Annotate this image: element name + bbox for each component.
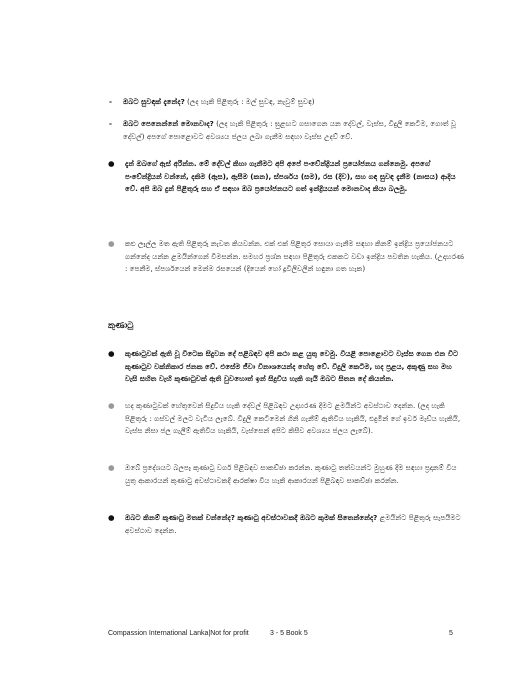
bullet-item-storm-types xyxy=(108,462,465,487)
dash-item-scent xyxy=(109,96,463,109)
bullet-icon: ● xyxy=(108,463,115,472)
question-text: ඔබට සුවඳක් දැනේද? xyxy=(123,97,185,106)
bullet-text: ඔබේ ප්‍රදේශයට බලපෑ කුණාටු වර්ග පිළිබඳව සාකච්ඡා කරන්න. කුණාටු තත්වයන්ට මුහුණ දීම සඳහා ප්‍රදානම් වීය යුතු ආකාරයන් කුණාටු අවස්ථාවකදී ආරක්ෂා විය හැකි ආකාරයන් පිළිබඳව සාකච්ඡා කරන්න. xyxy=(125,463,457,485)
bullet-icon: ● xyxy=(108,239,115,248)
section-heading: කුණාටු xyxy=(108,321,134,331)
dash-marker: - xyxy=(109,97,112,106)
question-text: ඔබට පෙනෙන්නේ මොනවාද? xyxy=(123,119,214,128)
bullet-text: කුණාටුවක් ඇති වූ විටෙක සිදුවන දේ පළිබඳව අපි කථා කළ යුතු වෙමු. වියළි පොළොවට වැස්ස ගෙන එන විට කුණාටුව වක්නිකාර ජනක වේ. එසේම ජීවා විනාශයෙන්ද හේතු වේ. විදුලි කෙටීම, හද ප්‍රළය, අකුණු සහ මහ වැසි සහිත වැහි කුණාටුවක් ඇති වුවහොත් ඉන් සිදුවිය හැකි ගැයි ඔබට සිතන දේ කියන්න. xyxy=(125,349,459,383)
answer-text: (ලද හැකි පිළිතුරු : ඝුළඟට ගසාගෙන යන දේවල්, වැස්ස, විදුලි කෙටීම, ගොත් වූ දේවල්) අපගේ පොළොවට අවශ්‍යය ජලය ලබා ගැනීම සඳහා වැස්ස උදව් වේ. xyxy=(123,119,456,141)
bullet-item-storm-examples xyxy=(108,400,465,438)
dash-marker: - xyxy=(109,119,112,128)
footer-page-number: 5 xyxy=(449,630,453,637)
footer-organization: Compassion International Lanka|Not for profit xyxy=(108,630,249,637)
answer-text: (ලද හැකි පිළිතුරු : මල් සුවඳ, නැවුම් සුවඳ) xyxy=(184,97,315,106)
bullet-item-review-answers xyxy=(108,238,465,276)
bullet-text: දැන් ඔබගේ ඇස් අරින්න. මේ දේවල් කිහා ගැනීමට අපි අපේ පංචේන්ද්‍රියන් ප්‍රයෝජනය ගන්නෙමු. අපගේ පංචේන්ද්‍රියන් වන්නේ, දකිම (ඇස), ඇසීම (කන), ස්පර්ශය (සම), රස (දිව), සහ ගඳ සුවඳ දැනීම (නාසය) ආදිය වේ. අපි ඔබ දුන් පිළිතුරු සහ ඒ සඳහා ඔබ ප්‍රයෝජනයට ගත් ඉන්ද්‍රියයන් මොනවාද කියා බලමු. xyxy=(125,159,456,193)
bullet-icon: ● xyxy=(108,513,115,522)
bullet-item-senses xyxy=(108,158,465,196)
bullet-text: කළු ලෑල්ල මත ඇති පිළිතුරු නැවත කියවන්න. එක් එක් පිළිතුර සොයා ගැනීම සඳහා කිනම් ඉන්ද්‍රිය ප්‍රයෝජනයට ගන්නේද යන්න ළමයින්ගෙන් විමසන්න. සමහර ප්‍රශ්න සඳහා පිළිතුරු එකකට වඩා ඉන්ද්‍රිය පවතින හැකිය. (උදාහරණ : පෙනීම, ස්පර්ශයෙන් මෙන්ම රසයෙන් (දියෙන් හෝ දූවිලිවලින් හඳුනා ගත හැක) xyxy=(125,239,465,273)
bullet-item-storm-discussion xyxy=(108,348,465,386)
bullet-icon: ● xyxy=(108,401,115,410)
bullet-item-storm-memory xyxy=(108,512,465,537)
bullet-icon: ● xyxy=(108,159,115,168)
bullet-text: හද කුණාටුවක් හේතුවෙන් සිදුවිය හැකි දේවල් පිළිබඳව උදාහරණ දීමට ළමයින්ට අවස්ථාව දෙන්න. (ලද හැකි පිළිතුරු : ගස්වල් මලට වැටිය ලැබේ. විදුලි කෙටීමෙන් ගිනි ගැනීම් ඇතිවිය හැකියි, ළුදුමින් ගේ ඉවර් මැඩ්ය හැකියි, වැස්ස නිසා ජල ගැලීම් ඇතිවිය හැකියි, වැස්සෙන් අපිට කිසීව අවශ්‍යය ජලය ලැබේ). xyxy=(125,401,461,435)
dash-item-see xyxy=(109,118,463,143)
footer-book-label: 3 - 5 Book 5 xyxy=(270,630,308,637)
bullet-icon: ● xyxy=(108,349,115,358)
instruction-text: ළමයින්ට පිළිතුරු සැපයීමට අවස්ථාව දෙන්න. xyxy=(125,513,461,535)
question-text: ඔබට කිනම් කුණාටු මතක් වන්නේද? කුණාටු අවස්ථාවකදී ඔබට කුමක් සිතෙන්නේද? xyxy=(125,513,378,522)
